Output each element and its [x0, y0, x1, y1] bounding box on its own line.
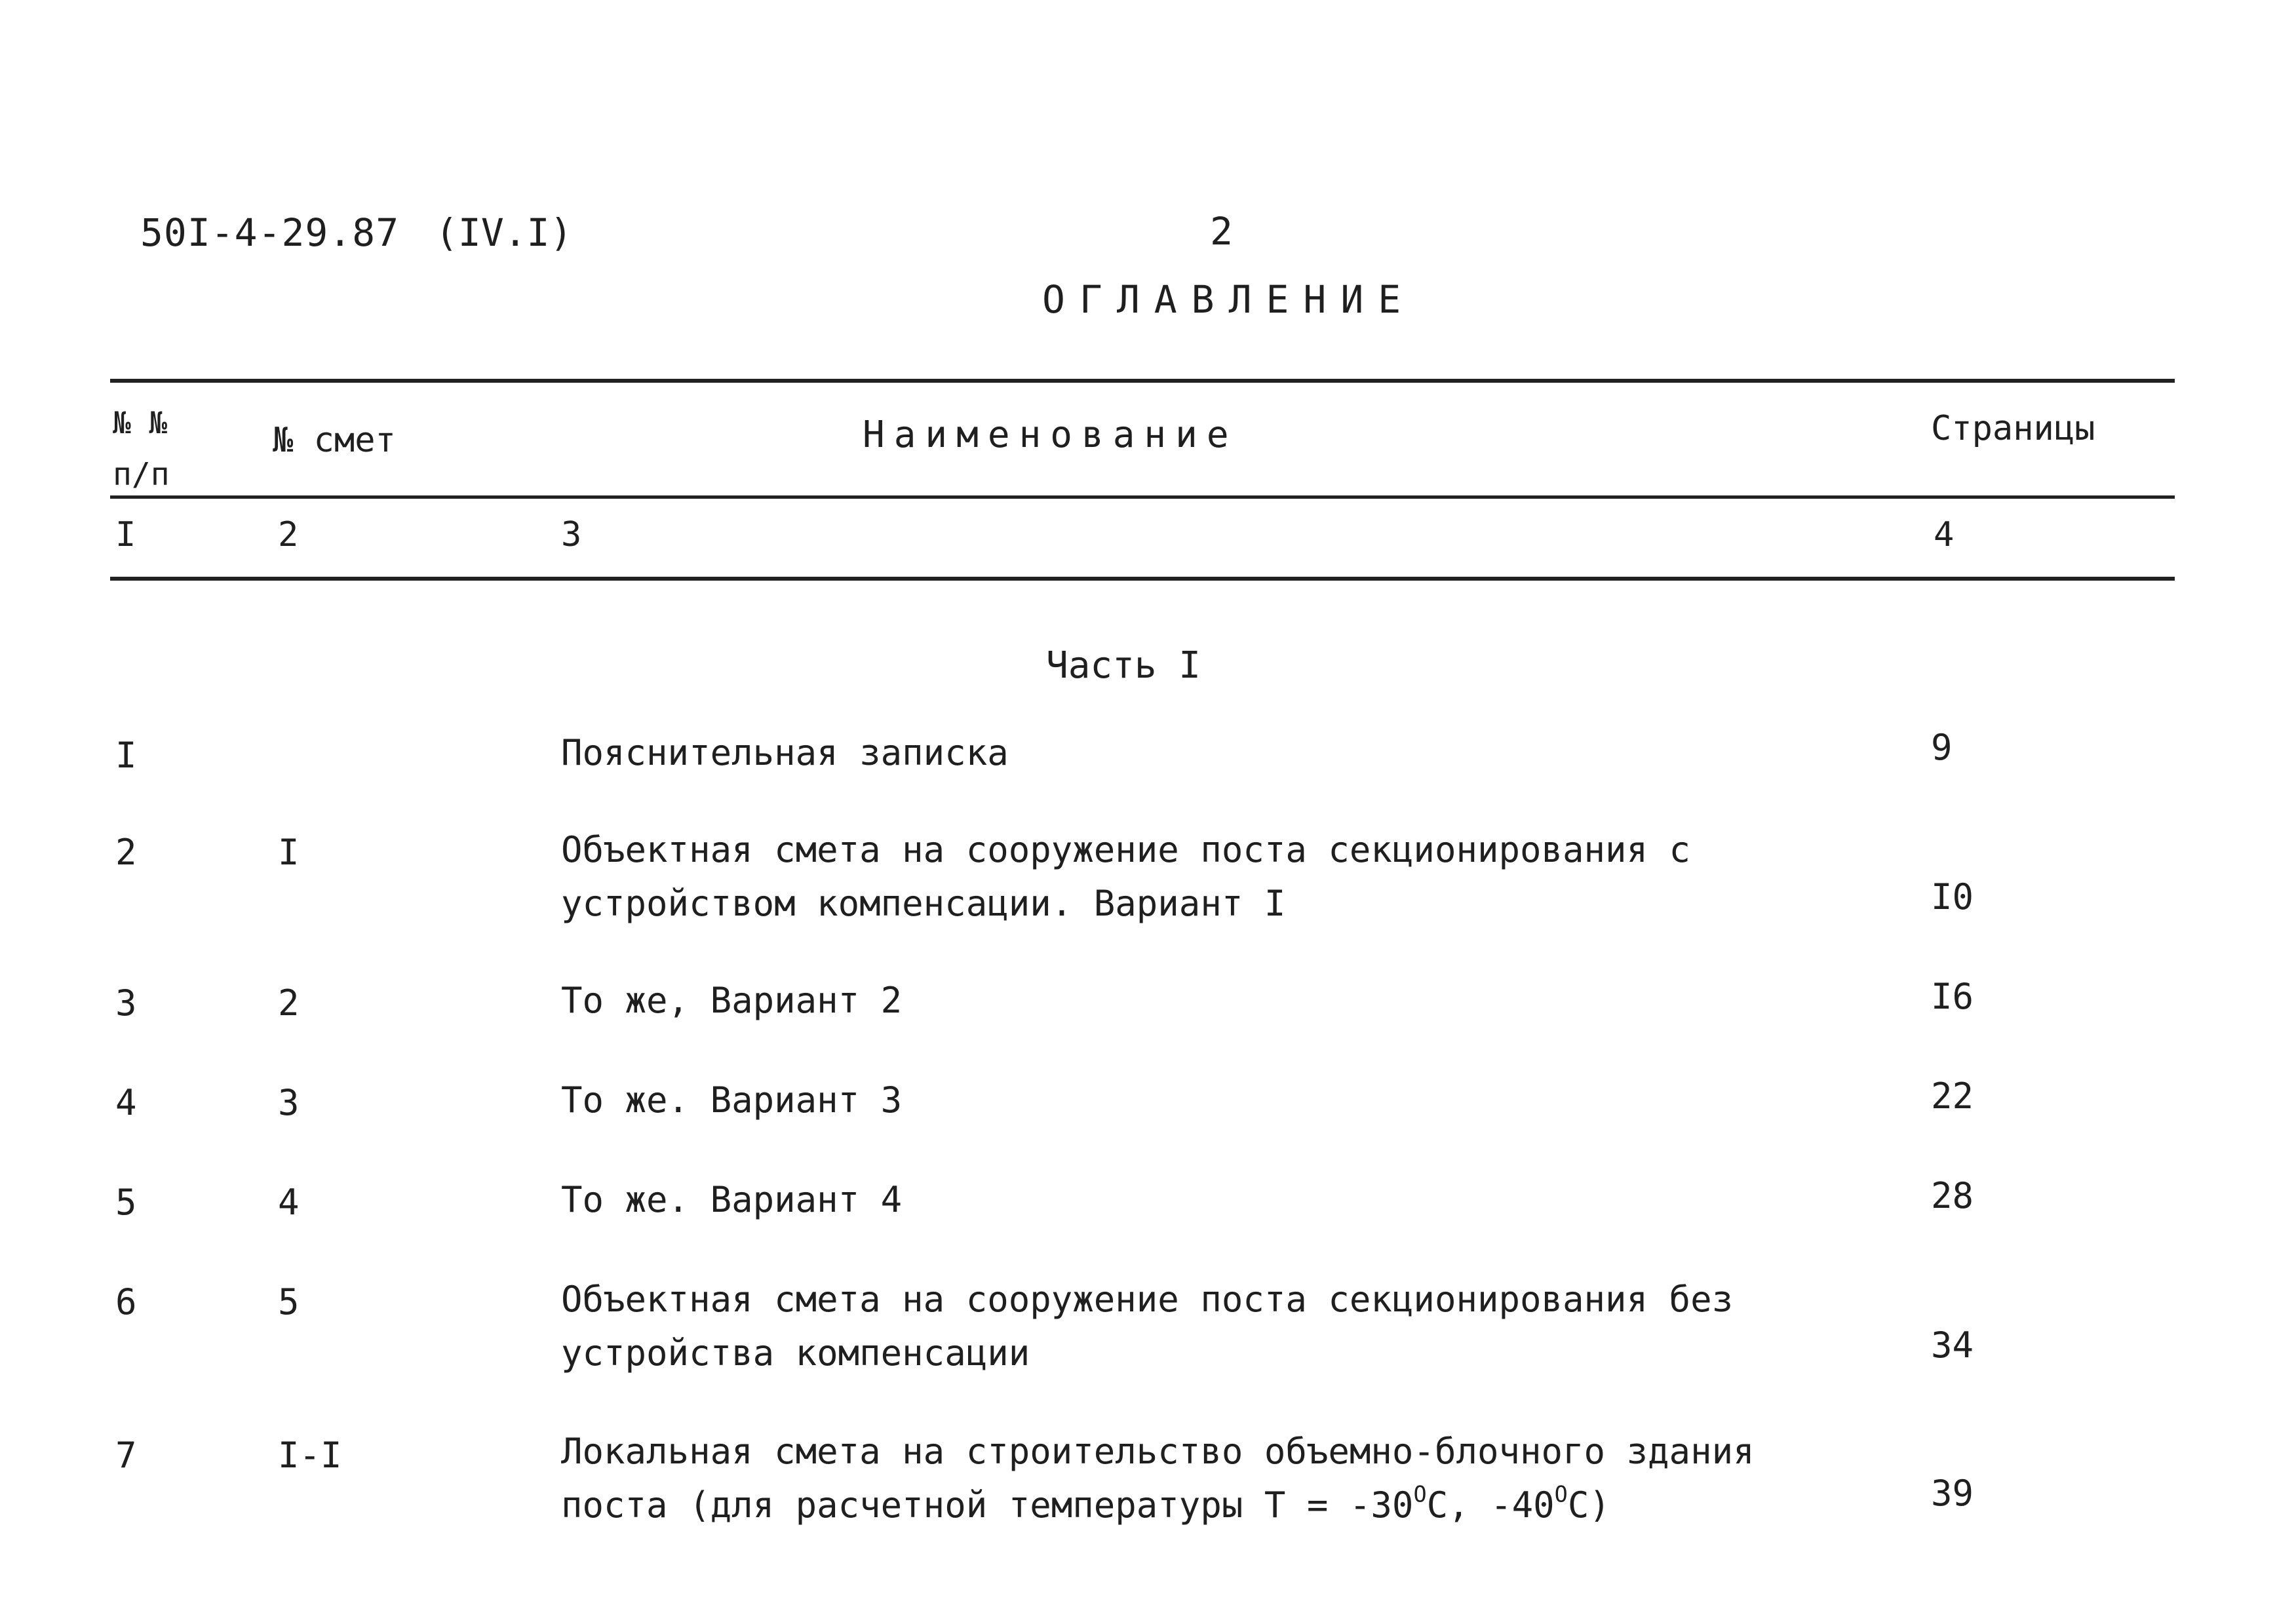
column-number-3: 3	[561, 515, 582, 554]
row-number: 3	[115, 982, 137, 1024]
row-number: 7	[115, 1435, 137, 1476]
row-number: I	[115, 735, 137, 776]
section-heading: Часть I	[1046, 644, 1201, 687]
row-page: I0	[1931, 876, 1974, 918]
row-number: 6	[115, 1281, 137, 1323]
page-number: 2	[1210, 209, 1233, 254]
column-number-1: I	[115, 515, 136, 554]
column-header-pages: Страницы	[1931, 409, 2095, 448]
row-number: 2	[115, 832, 137, 873]
row-number: 5	[115, 1182, 137, 1223]
row-estimate: I-I	[278, 1435, 342, 1476]
column-number-2: 2	[278, 515, 299, 554]
row-name: Локальная смета на строительство объемно-блочного здания поста (для расчетной температуры $Т = -30^OC$, $-40^OC$)	[561, 1431, 1755, 1526]
column-header-name: Наименование	[863, 414, 1238, 456]
row-page: I6	[1931, 976, 1974, 1017]
row-name: То же, Вариант 2	[561, 980, 903, 1021]
column-number-4: 4	[1934, 515, 1955, 554]
row-name: Объектная смета на сооружение поста секционирования без устройства компенсации	[561, 1279, 1734, 1374]
document-code: 50I-4-29.87	[140, 210, 400, 255]
row-page: 22	[1931, 1075, 1974, 1117]
row-page: 9	[1931, 727, 1953, 768]
row-estimate: 5	[278, 1281, 300, 1323]
row-name: То же. Вариант 4	[561, 1179, 903, 1220]
row-estimate: I	[278, 832, 300, 873]
table-top-rule	[110, 379, 2175, 383]
header-divider-rule	[110, 495, 2175, 499]
column-header-number-sub: п/п	[113, 456, 170, 493]
header-bottom-rule	[110, 577, 2175, 581]
row-page: 28	[1931, 1175, 1974, 1216]
row-name: Объектная смета на сооружение поста секционирования с устройством компенсации. Вариант I	[561, 829, 1691, 924]
column-header-number: № №	[113, 405, 168, 440]
row-name: Пояснительная записка	[561, 732, 1009, 773]
row-page: 34	[1931, 1324, 1974, 1366]
row-estimate: 2	[278, 982, 300, 1024]
row-estimate: 4	[278, 1182, 300, 1223]
row-name: То же. Вариант 3	[561, 1079, 903, 1121]
document-part: (IV.I)	[435, 210, 573, 255]
row-page: 39	[1931, 1473, 1974, 1514]
column-header-estimate: № смет	[273, 421, 396, 460]
page-title: ОГЛАВЛЕНИЕ	[1042, 277, 1416, 322]
row-estimate: 3	[278, 1082, 300, 1123]
row-number: 4	[115, 1082, 137, 1123]
